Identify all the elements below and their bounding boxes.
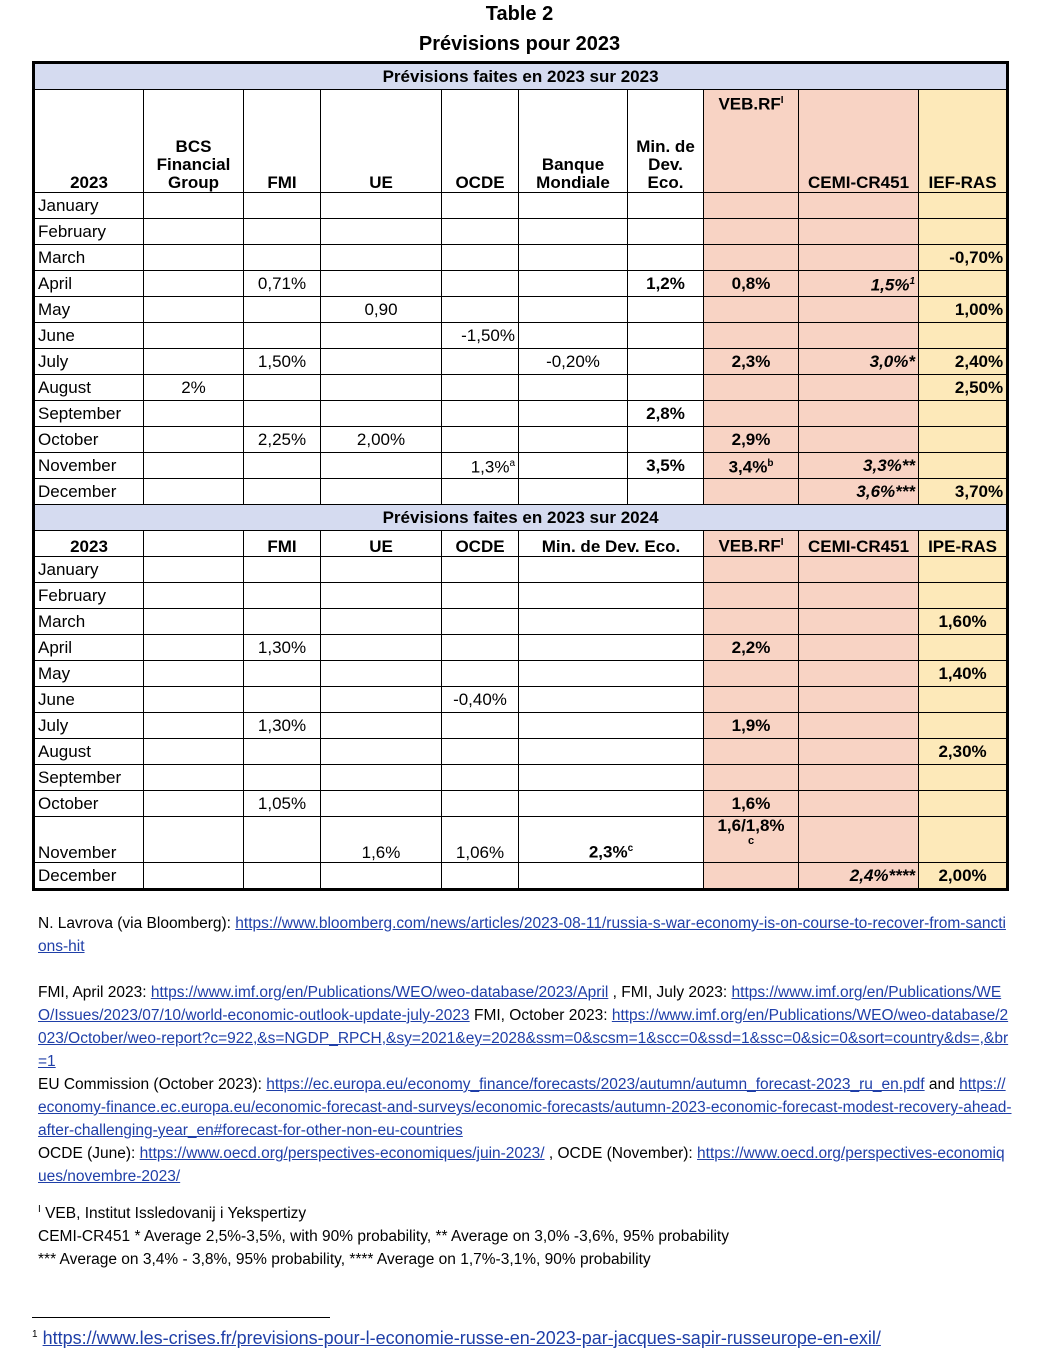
band-label: Prévisions faites en 2023 sur 2023 xyxy=(34,63,1008,90)
column-header: CEMI-CR451 xyxy=(799,531,919,557)
value-cell xyxy=(799,427,919,453)
value-cell xyxy=(519,739,704,765)
value-cell: 2,3% xyxy=(704,349,799,375)
note-ocde: OCDE (June): https://www.oecd.org/perspectives-economiques/juin-2023/ , OCDE (November): https://www.oecd.org/perspectives-economiques/novembre-2023/ xyxy=(38,1145,1005,1185)
month-cell: November xyxy=(34,453,144,479)
value-cell xyxy=(799,661,919,687)
value-cell xyxy=(244,401,321,427)
month-cell: September xyxy=(34,401,144,427)
table-row xyxy=(34,661,1008,687)
value-cell xyxy=(919,219,1008,245)
value-cell xyxy=(321,479,442,505)
column-header: 2023 xyxy=(34,531,144,557)
value-cell: 1,5%$^1$ xyxy=(799,271,919,297)
header-row xyxy=(34,90,1008,193)
value-cell xyxy=(628,219,704,245)
value-cell xyxy=(919,817,1008,863)
value-cell xyxy=(144,193,244,219)
value-cell xyxy=(704,401,799,427)
value-cell xyxy=(704,583,799,609)
column-header: OCDE xyxy=(442,531,519,557)
value-cell xyxy=(321,401,442,427)
value-cell xyxy=(144,323,244,349)
value-cell xyxy=(442,863,519,890)
note-veb: $^I$ VEB, Institut Issledovanij i Yekspertizy xyxy=(38,1204,307,1223)
value-cell: 2% xyxy=(144,375,244,401)
column-header: Min. de Dev. Eco. xyxy=(519,531,704,557)
month-cell: December xyxy=(34,479,144,505)
value-cell: 3,4%$^b$ xyxy=(704,453,799,479)
value-cell xyxy=(144,817,244,863)
value-cell: 1,6/1,8% c xyxy=(704,817,799,863)
value-cell xyxy=(144,453,244,479)
value-cell xyxy=(799,609,919,635)
table-row xyxy=(34,765,1008,791)
value-cell: -0,40% xyxy=(442,687,519,713)
value-cell xyxy=(704,557,799,583)
value-cell xyxy=(244,739,321,765)
value-cell: 0,90 xyxy=(321,297,442,323)
column-header: $VEB.RF^I$ xyxy=(704,90,799,193)
value-cell xyxy=(628,375,704,401)
value-cell xyxy=(519,791,704,817)
value-cell xyxy=(321,661,442,687)
month-cell: November xyxy=(34,817,144,863)
forecast-table xyxy=(32,61,1009,891)
value-cell xyxy=(628,245,704,271)
column-header: Banque Mondiale xyxy=(519,90,628,193)
value-cell: -1,50% xyxy=(442,323,519,349)
value-cell xyxy=(442,791,519,817)
value-cell xyxy=(704,193,799,219)
value-cell xyxy=(144,713,244,739)
note-lavrova: N. Lavrova (via Bloomberg): https://www.bloomberg.com/news/articles/2023-08-11/russia-s-war-economy-is-on-course-to-recover-from-sanctions-hit xyxy=(38,915,1006,955)
column-header: $VEB.RF^I$ xyxy=(704,531,799,557)
month-cell: March xyxy=(34,609,144,635)
value-cell: 2,3%$^c$ xyxy=(519,817,704,863)
month-cell: May xyxy=(34,297,144,323)
value-cell xyxy=(799,687,919,713)
table-row xyxy=(34,349,1008,375)
value-cell: 1,40% xyxy=(919,661,1008,687)
value-cell xyxy=(244,453,321,479)
value-cell xyxy=(244,863,321,890)
value-cell xyxy=(321,765,442,791)
value-cell xyxy=(799,583,919,609)
value-cell xyxy=(442,583,519,609)
table-row xyxy=(34,713,1008,739)
value-cell xyxy=(704,219,799,245)
month-cell: June xyxy=(34,323,144,349)
value-cell xyxy=(442,557,519,583)
value-cell xyxy=(144,479,244,505)
link-eu-pdf[interactable]: https://ec.europa.eu/economy_finance/forecasts/2023/autumn/autumn_forecast-2023_ru_en.pdf xyxy=(266,1076,925,1093)
value-cell xyxy=(244,687,321,713)
value-cell xyxy=(321,739,442,765)
value-cell xyxy=(144,557,244,583)
value-cell xyxy=(321,863,442,890)
value-cell xyxy=(704,297,799,323)
value-cell: 1,50% xyxy=(244,349,321,375)
table-row xyxy=(34,609,1008,635)
value-cell xyxy=(799,713,919,739)
value-cell xyxy=(519,609,704,635)
value-cell xyxy=(519,401,628,427)
value-cell: 2,2% xyxy=(704,635,799,661)
value-cell: 2,9% xyxy=(704,427,799,453)
value-cell xyxy=(321,583,442,609)
value-cell xyxy=(321,375,442,401)
value-cell: 1,05% xyxy=(244,791,321,817)
value-cell xyxy=(519,765,704,791)
value-cell xyxy=(519,557,704,583)
month-cell: August xyxy=(34,739,144,765)
value-cell xyxy=(799,219,919,245)
value-cell xyxy=(799,765,919,791)
value-cell xyxy=(519,479,628,505)
value-cell: 1,6% xyxy=(704,791,799,817)
value-cell xyxy=(519,297,628,323)
value-cell: 0,8% xyxy=(704,271,799,297)
note-eu: EU Commission (October 2023): https://ec.europa.eu/economy_finance/forecasts/2023/autumn/autumn_forecast-2023_ru_en.pdf and https://economy-finance.ec.europa.eu/economic-forecast-and-surveys/economic-forecasts/autumn-2023-economic-forecast-modest-recovery-ahead-after-challenging-year_en#forecast-for-other-non-eu-countries xyxy=(38,1076,1012,1139)
value-cell xyxy=(144,863,244,890)
band-label: Prévisions faites en 2023 sur 2024 xyxy=(34,505,1008,531)
value-cell: 1,6% xyxy=(321,817,442,863)
note-cemi-2: *** Average on 3,4% - 3,8%, 95% probability, **** Average on 1,7%-3,1%, 90% probability xyxy=(38,1251,651,1269)
table-row xyxy=(34,739,1008,765)
value-cell: 1,06% xyxy=(442,817,519,863)
value-cell xyxy=(919,401,1008,427)
month-cell: January xyxy=(34,193,144,219)
value-cell xyxy=(799,375,919,401)
value-cell xyxy=(442,635,519,661)
value-cell xyxy=(919,713,1008,739)
month-cell: June xyxy=(34,687,144,713)
month-cell: May xyxy=(34,661,144,687)
column-header: FMI xyxy=(244,531,321,557)
value-cell xyxy=(919,193,1008,219)
value-cell xyxy=(799,739,919,765)
table-row xyxy=(34,297,1008,323)
month-cell: October xyxy=(34,427,144,453)
value-cell xyxy=(321,349,442,375)
month-cell: July xyxy=(34,349,144,375)
table-subtitle: Prévisions pour 2023 xyxy=(418,33,621,55)
value-cell xyxy=(442,245,519,271)
value-cell xyxy=(919,765,1008,791)
value-cell xyxy=(519,245,628,271)
value-cell xyxy=(704,739,799,765)
value-cell xyxy=(244,609,321,635)
value-cell xyxy=(321,271,442,297)
month-cell: August xyxy=(34,375,144,401)
value-cell xyxy=(321,791,442,817)
value-cell: 2,00% xyxy=(321,427,442,453)
band-2024 xyxy=(34,505,1008,531)
value-cell xyxy=(628,323,704,349)
footnote-separator xyxy=(32,1317,330,1318)
value-cell: 3,5% xyxy=(628,453,704,479)
value-cell xyxy=(519,375,628,401)
column-header: UE xyxy=(321,531,442,557)
value-cell xyxy=(144,661,244,687)
value-cell xyxy=(321,219,442,245)
column-header: FMI xyxy=(244,90,321,193)
value-cell xyxy=(704,661,799,687)
value-cell xyxy=(144,791,244,817)
value-cell xyxy=(321,193,442,219)
column-header: 2023 xyxy=(34,90,144,193)
value-cell xyxy=(442,219,519,245)
value-cell xyxy=(628,479,704,505)
column-header: UE xyxy=(321,90,442,193)
link-les-crises[interactable]: https://www.les-crises.fr/previsions-pour-l-economie-russe-en-2023-par-jacques-sapir-russeurope-en-exil/ xyxy=(42,1328,881,1348)
value-cell xyxy=(144,245,244,271)
value-cell xyxy=(321,687,442,713)
value-cell xyxy=(628,297,704,323)
value-cell xyxy=(442,479,519,505)
value-cell xyxy=(919,635,1008,661)
value-cell xyxy=(321,557,442,583)
value-cell xyxy=(799,323,919,349)
header-row xyxy=(34,531,1008,557)
value-cell: 3,6%*** xyxy=(799,479,919,505)
month-cell: October xyxy=(34,791,144,817)
value-cell xyxy=(519,661,704,687)
value-cell: 2,40% xyxy=(919,349,1008,375)
value-cell xyxy=(321,609,442,635)
value-cell xyxy=(919,323,1008,349)
value-cell xyxy=(244,817,321,863)
table-row xyxy=(34,817,1008,863)
value-cell xyxy=(442,427,519,453)
value-cell xyxy=(919,271,1008,297)
month-cell: September xyxy=(34,765,144,791)
value-cell xyxy=(244,765,321,791)
table-row xyxy=(34,479,1008,505)
value-cell xyxy=(704,609,799,635)
value-cell: 1,00% xyxy=(919,297,1008,323)
column-header: Min. de Dev. Eco. xyxy=(628,90,704,193)
footnote: $^1$ https://www.les-crises.fr/previsions-pour-l-economie-russe-en-2023-par-jacques-sapir-russeurope-en-exil/ xyxy=(32,1328,881,1348)
value-cell xyxy=(919,583,1008,609)
value-cell xyxy=(321,713,442,739)
value-cell xyxy=(519,453,628,479)
value-cell: -0,70% xyxy=(919,245,1008,271)
column-header: CEMI-CR451 xyxy=(799,90,919,193)
value-cell xyxy=(519,219,628,245)
table-row xyxy=(34,557,1008,583)
table-row xyxy=(34,687,1008,713)
table-row xyxy=(34,427,1008,453)
value-cell xyxy=(919,557,1008,583)
month-cell: July xyxy=(34,713,144,739)
value-cell xyxy=(144,349,244,375)
value-cell: 1,30% xyxy=(244,635,321,661)
month-cell: April xyxy=(34,635,144,661)
value-cell xyxy=(442,271,519,297)
value-cell: 3,0%* xyxy=(799,349,919,375)
column-header xyxy=(144,531,244,557)
value-cell xyxy=(321,323,442,349)
value-cell xyxy=(244,375,321,401)
table-row xyxy=(34,193,1008,219)
value-cell: 1,60% xyxy=(919,609,1008,635)
value-cell xyxy=(799,635,919,661)
link-oecd-june[interactable]: https://www.oecd.org/perspectives-economiques/juin-2023/ xyxy=(139,1145,545,1162)
value-cell xyxy=(144,297,244,323)
value-cell xyxy=(442,349,519,375)
value-cell xyxy=(442,193,519,219)
value-cell xyxy=(519,863,704,890)
value-cell xyxy=(442,661,519,687)
value-cell xyxy=(628,427,704,453)
value-cell xyxy=(799,193,919,219)
value-cell: 2,50% xyxy=(919,375,1008,401)
value-cell: 1,3%$^a$ xyxy=(442,453,519,479)
column-header: BCS Financial Group xyxy=(144,90,244,193)
link-eu-forecast[interactable]: https://economy-finance.ec.europa.eu/economic-forecast-and-surveys/economic-forecasts/autumn-2023-economic-forecast-modest-recovery-ahead-after-challenging-year_en#forecast-for-other-non-eu-countries xyxy=(38,1076,1012,1139)
month-cell: February xyxy=(34,583,144,609)
month-cell: February xyxy=(34,219,144,245)
value-cell xyxy=(244,323,321,349)
value-cell xyxy=(799,817,919,863)
column-header: OCDE xyxy=(442,90,519,193)
value-cell xyxy=(704,375,799,401)
value-cell xyxy=(519,635,704,661)
value-cell xyxy=(144,219,244,245)
value-cell: 2,25% xyxy=(244,427,321,453)
value-cell xyxy=(799,791,919,817)
value-cell: 1,9% xyxy=(704,713,799,739)
value-cell: 3,70% xyxy=(919,479,1008,505)
table-title: Table 2 xyxy=(485,3,554,25)
value-cell xyxy=(442,713,519,739)
link-oecd-november[interactable]: https://www.oecd.org/perspectives-economiques/novembre-2023/ xyxy=(38,1145,1005,1185)
table-row xyxy=(34,271,1008,297)
value-cell: 2,00% xyxy=(919,863,1008,890)
link-imf-october[interactable]: https://www.imf.org/en/Publications/WEO/weo-database/2023/October/weo-report?c=922,&s=NGDP_RPCH,&sy=2021&ey=2028&ssm=0&scsm=1&scc=0&ssd=1&ssc=0&sic=0&sort=country&ds=,&br=1 xyxy=(38,1007,1009,1070)
band-2023 xyxy=(34,63,1008,90)
month-cell: April xyxy=(34,271,144,297)
value-cell xyxy=(519,713,704,739)
value-cell xyxy=(704,245,799,271)
value-cell xyxy=(799,297,919,323)
value-cell xyxy=(144,583,244,609)
value-cell xyxy=(244,583,321,609)
table-row xyxy=(34,375,1008,401)
value-cell xyxy=(244,557,321,583)
value-cell xyxy=(244,245,321,271)
note-fmi: FMI, April 2023: https://www.imf.org/en/Publications/WEO/weo-database/2023/April , FMI, July 2023: https://www.imf.org/en/Publications/WEO/Issues/2023/07/10/world-economic-outlook-update-july-2023 FMI, October 2023: https://www.imf.org/en/Publications/WEO/weo-database/2023/October/weo-report?c=922,&s=NGDP_RPCH,&sy=2021&ey=2028&ssm=0&scsm=1&scc=0&ssd=1&ssc=0&sic=0&sort=country&ds=,&br=1 xyxy=(38,984,1009,1070)
table-row xyxy=(34,453,1008,479)
value-cell xyxy=(442,765,519,791)
value-cell xyxy=(799,401,919,427)
note-cemi-1: CEMI-CR451 * Average 2,5%-3,5%, with 90% probability, ** Average on 3,0% -3,6%, 95% probability xyxy=(38,1228,729,1246)
value-cell xyxy=(799,245,919,271)
month-cell: March xyxy=(34,245,144,271)
table-row xyxy=(34,401,1008,427)
value-cell xyxy=(244,219,321,245)
value-cell: 2,8% xyxy=(628,401,704,427)
month-cell: January xyxy=(34,557,144,583)
value-cell: 2,30% xyxy=(919,739,1008,765)
value-cell xyxy=(919,791,1008,817)
value-cell xyxy=(244,479,321,505)
value-cell xyxy=(799,557,919,583)
table-row xyxy=(34,323,1008,349)
value-cell xyxy=(442,739,519,765)
table-row xyxy=(34,245,1008,271)
sources-notes xyxy=(38,912,1013,1271)
value-cell xyxy=(919,687,1008,713)
value-cell xyxy=(144,739,244,765)
value-cell xyxy=(628,193,704,219)
value-cell xyxy=(144,401,244,427)
value-cell xyxy=(321,245,442,271)
table-row xyxy=(34,791,1008,817)
month-cell: December xyxy=(34,863,144,890)
value-cell: 3,3%** xyxy=(799,453,919,479)
value-cell xyxy=(244,193,321,219)
value-cell xyxy=(919,427,1008,453)
value-cell: -0,20% xyxy=(519,349,628,375)
column-header: IEF-RAS xyxy=(919,90,1008,193)
value-cell xyxy=(919,453,1008,479)
value-cell xyxy=(519,193,628,219)
value-cell: 2,4%**** xyxy=(799,863,919,890)
link-bloomberg[interactable]: https://www.bloomberg.com/news/articles/2023-08-11/russia-s-war-economy-is-on-course-to-recover-from-sanctions-hit xyxy=(38,915,1006,955)
value-cell xyxy=(321,635,442,661)
value-cell xyxy=(704,479,799,505)
value-cell xyxy=(442,609,519,635)
link-imf-april[interactable]: https://www.imf.org/en/Publications/WEO/weo-database/2023/April xyxy=(150,984,609,1001)
value-cell xyxy=(144,635,244,661)
link-imf-july[interactable]: https://www.imf.org/en/Publications/WEO/Issues/2023/07/10/world-economic-outlook-update-july-2023 xyxy=(38,984,1002,1024)
value-cell xyxy=(144,687,244,713)
value-cell: 1,2% xyxy=(628,271,704,297)
value-cell xyxy=(704,687,799,713)
value-cell xyxy=(704,323,799,349)
value-cell xyxy=(704,765,799,791)
value-cell xyxy=(144,271,244,297)
table-row xyxy=(34,583,1008,609)
value-cell xyxy=(519,271,628,297)
value-cell xyxy=(144,765,244,791)
value-cell xyxy=(244,297,321,323)
table-row xyxy=(34,863,1008,890)
value-cell xyxy=(519,427,628,453)
value-cell xyxy=(442,375,519,401)
value-cell xyxy=(442,297,519,323)
value-cell xyxy=(519,583,704,609)
value-cell: 1,30% xyxy=(244,713,321,739)
value-cell xyxy=(704,863,799,890)
value-cell: 0,71% xyxy=(244,271,321,297)
value-cell xyxy=(321,453,442,479)
value-cell xyxy=(244,661,321,687)
value-cell xyxy=(144,609,244,635)
value-cell xyxy=(519,687,704,713)
table-row xyxy=(34,635,1008,661)
value-cell xyxy=(442,401,519,427)
value-cell xyxy=(628,349,704,375)
value-cell xyxy=(519,323,628,349)
column-header: IPE-RAS xyxy=(919,531,1008,557)
value-cell xyxy=(144,427,244,453)
table-row xyxy=(34,219,1008,245)
